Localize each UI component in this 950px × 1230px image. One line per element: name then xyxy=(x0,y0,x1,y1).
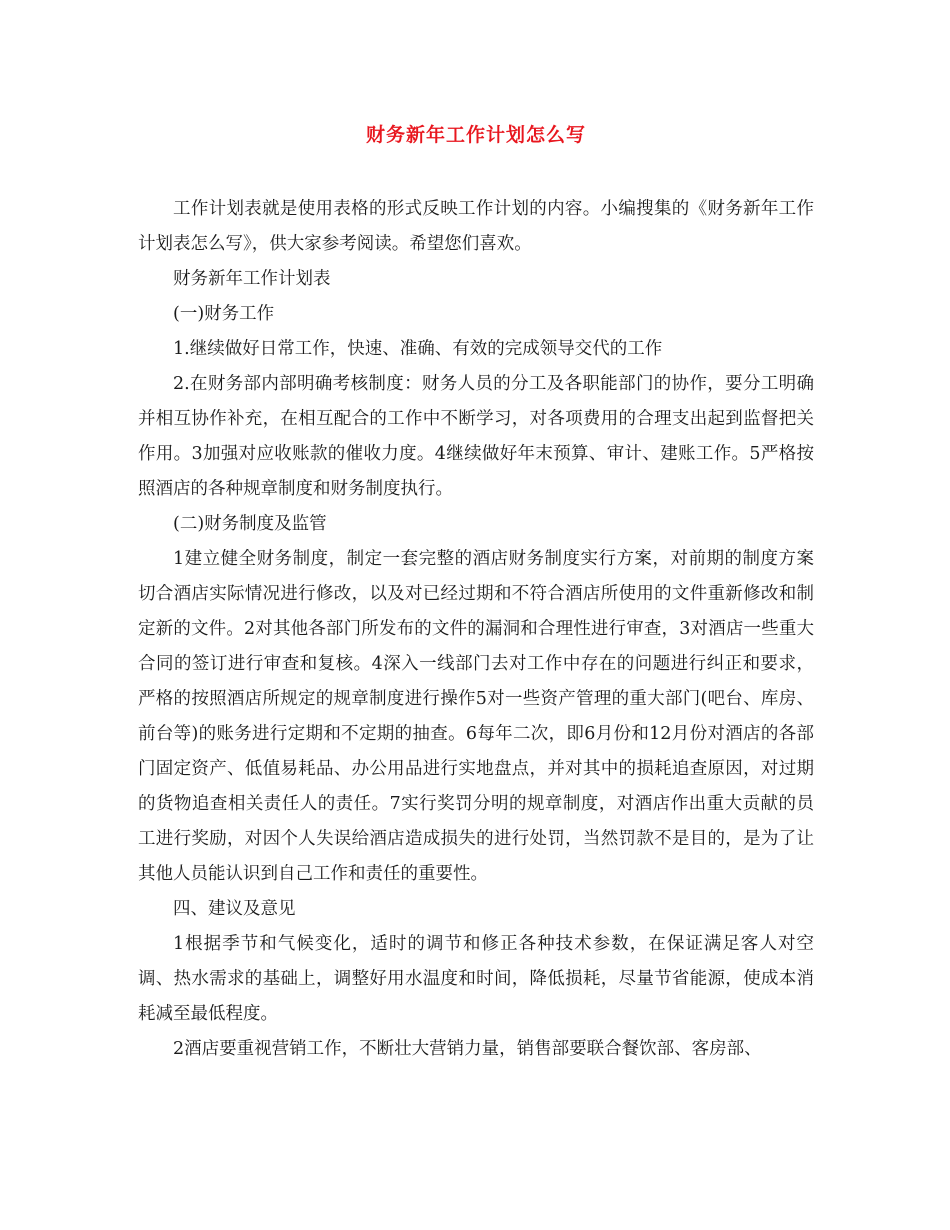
paragraph-suggestion-2: 2酒店要重视营销工作，不断壮大营销力量，销售部要联合餐饮部、客房部、 xyxy=(173,1039,762,1059)
intro-paragraph: 工作计划表就是使用表格的形式反映工作计划的内容。小编搜集的《财务新年工作计划表怎么写》，供大家参考阅读。希望您们喜欢。 xyxy=(138,199,814,254)
section-heading-finance-system: (二)财务制度及监管 xyxy=(173,514,327,534)
paragraph-finance-system: 1建立健全财务制度，制定一套完整的酒店财务制度实行方案，对前期的制度方案切合酒店实际情况进行修改，以及对已经过期和不符合酒店所使用的文件重新修改和制定新的文件。2对其他各部门所发布的文件的漏洞和合理性进行审查，3对酒店一些重大合同的签订进行审查和复核。4深入一线部门去对工作中存在的问题进行纠正和要求，严格的按照酒店所规定的规章制度进行操作5对一些资产管理的重大部门(吧台、库房、前台等)的账务进行定期和不定期的抽查。6每年二次，即6月份和12月份对酒店的各部门固定资产、低值易耗品、办公用品进行实地盘点，并对其中的损耗追查原因，对过期的货物追查相关责任人的责任。7实行奖罚分明的规章制度，对酒店作出重大贡献的员工进行奖励，对因个人失误给酒店造成损失的进行处罚，当然罚款不是目的，是为了让其他人员能认识到自己工作和责任的重要性。 xyxy=(138,549,814,884)
document-page xyxy=(138,120,814,1067)
section-heading-suggestions: 四、建议及意见 xyxy=(173,899,296,919)
document-title: 财务新年工作计划怎么写 xyxy=(365,124,586,146)
plan-table-heading: 财务新年工作计划表 xyxy=(173,269,331,289)
paragraph-suggestion-1: 1根据季节和气候变化，适时的调节和修正各种技术参数，在保证满足客人对空调、热水需求的基础上，调整好用水温度和时间，降低损耗，尽量节省能源，使成本消耗减至最低程度。 xyxy=(138,934,814,1024)
paragraph-item-1: 1.继续做好日常工作，快速、准确、有效的完成领导交代的工作 xyxy=(173,339,663,359)
paragraph-item-2: 2.在财务部内部明确考核制度：财务人员的分工及各职能部门的协作，要分工明确并相互协作补充，在相互配合的工作中不断学习，对各项费用的合理支出起到监督把关作用。3加强对应收账款的催收力度。4继续做好年末预算、审计、建账工作。5严格按照酒店的各种规章制度和财务制度执行。 xyxy=(138,374,814,499)
section-heading-finance-work: (一)财务工作 xyxy=(173,304,275,324)
